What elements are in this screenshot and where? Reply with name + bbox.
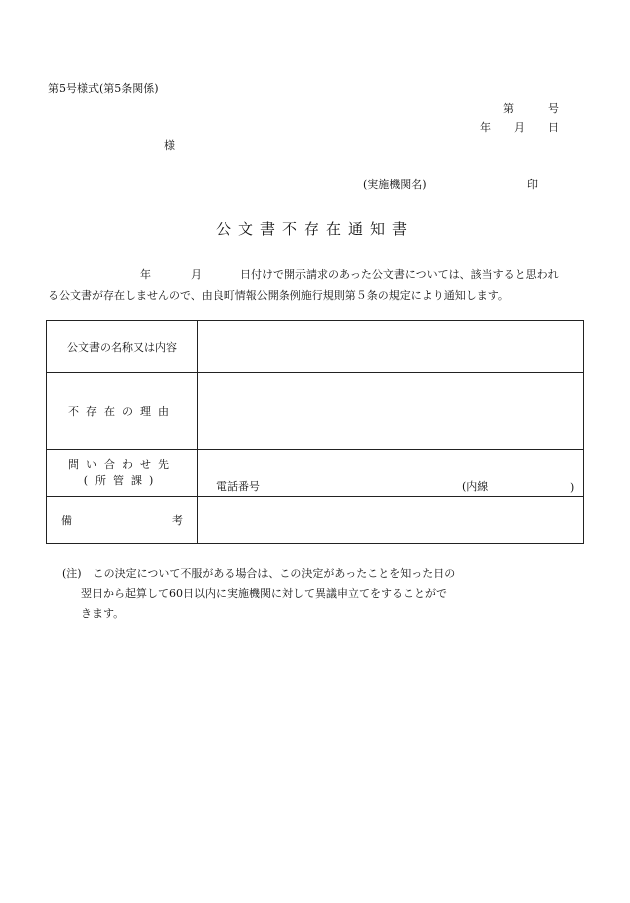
remarks-char-2: 考 [172,514,183,527]
remarks-label [47,497,198,544]
number-go: 号 [548,102,559,115]
form-number: 第5号様式(第5条関係) [48,82,159,95]
seal-mark: 印 [527,178,538,191]
document-name-label: 公文書の名称又は内容 [47,321,198,373]
date-year: 年 [480,121,491,134]
contact-label [47,450,198,497]
contact-label-line2: (所管課) [83,474,161,487]
issuer-name: (実施機関名) [363,178,427,191]
body-line1-rest: 日付けで開示請求のあった公文書については、該当すると思われ [240,268,559,281]
date-day: 日 [548,121,559,134]
table-row [47,497,584,544]
table-row [47,373,584,450]
remarks-char-1: 備 [61,514,72,527]
document-number [503,100,559,116]
date-month: 月 [514,121,525,134]
note-line-2: 翌日から起算して60日以内に実施機関に対して異議申立てをすることがで [81,587,447,600]
note-line-3: きます。 [81,607,125,620]
document-name-field[interactable] [198,321,584,373]
reason-label [47,373,198,450]
body-year: 年 [140,268,151,281]
remarks-field[interactable] [198,497,584,544]
reason-label-text: 不存在の理由 [68,405,176,418]
note-line-1: (注) この決定について不服がある場合は、この決定があったことを知った日の [62,567,456,580]
contact-label-line1: 問い合わせ先 [68,458,176,471]
number-dai: 第 [503,102,514,115]
notice-table [46,320,584,544]
reason-field[interactable] [198,373,584,450]
table-row [47,450,584,497]
document-date [480,119,559,135]
extension-close: ) [570,481,575,494]
table-row [47,321,584,373]
notice-body [48,264,588,306]
body-line-2: る公文書が存在しませんので、由良町情報公開条例施行規則第５条の規定により通知します。 [48,289,509,302]
extension-label: (内線 [462,480,489,493]
body-month: 月 [191,268,202,281]
addressee: 様 [164,139,175,152]
body-line-1 [48,264,588,285]
tel-label: 電話番号 [216,480,260,493]
contact-field[interactable] [198,450,584,497]
page-title: 公文書不存在通知書 [215,220,414,238]
footnote [62,564,455,624]
